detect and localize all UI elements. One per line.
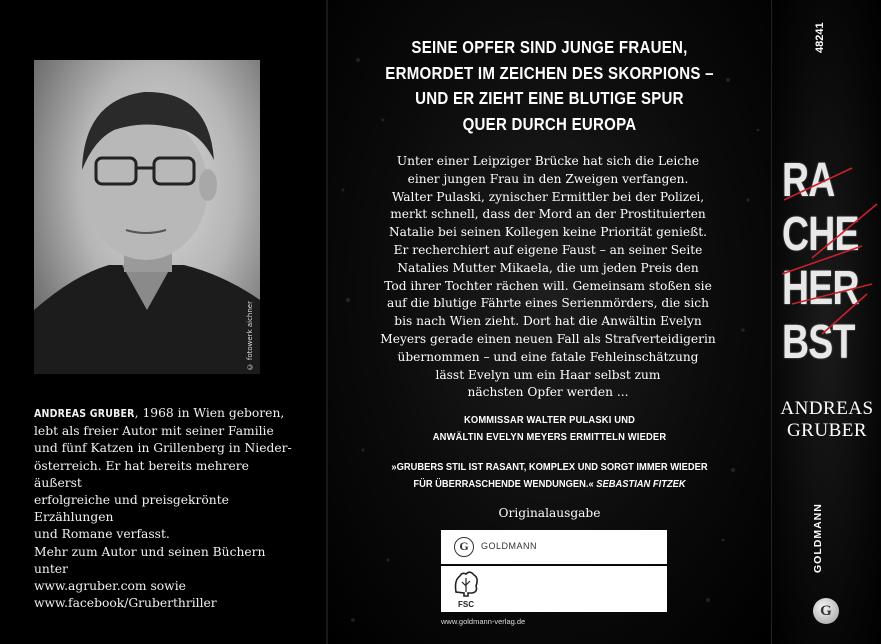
quote-line: »GRUBERS STIL IST RASANT, KOMPLEX UND SORGT IMMER WIEDER [391, 462, 708, 473]
fsc-box [441, 566, 667, 612]
headline-line: SEINE OPFER SIND JUNGE FRAUEN, [411, 37, 688, 57]
blurb-line: Meyers gerade einen neuen Fall als Strafverteidigerin [380, 331, 716, 346]
title-line: HER [782, 262, 859, 315]
bio-line: und fünf Katzen in Grillenberg in Nieder- [34, 441, 292, 456]
fsc-tree-icon [448, 566, 484, 610]
headline-line: ERMORDET IM ZEICHEN DES SKORPIONS – [385, 62, 714, 83]
bio-author-name: ANDREAS GRUBER [34, 408, 135, 420]
goldmann-logo-icon: G [813, 598, 839, 624]
blurb-line: lässt Evelyn um ein Haar selbst zum [435, 367, 661, 382]
publisher-box [441, 530, 667, 564]
blurb-line: nächsten Opfer werden ... [467, 385, 629, 400]
blurb-line: bis nach Wien zieht. Dort hat die Anwältin Evelyn [394, 314, 702, 329]
quote-line: FÜR ÜBERRASCHENDE WENDUNGEN.« [413, 479, 594, 490]
blurb-line: Walter Pulaski, zynischer Ermittler bei der Polizei, [391, 189, 705, 204]
headline-line: QUER DURCH EUROPA [462, 113, 637, 134]
blurb-line: Unter einer Leipziger Brücke hat sich die Leiche [396, 154, 700, 168]
author-first-name: ANDREAS [780, 398, 874, 419]
book-spine [771, 0, 881, 644]
blurb-line: Natalie bei seinen Kollegen keine Priorität genießt. [388, 225, 707, 240]
blurb-line: Natalies Mutter Mikaela, die um jeden Preis den [397, 260, 699, 275]
back-headline [359, 35, 740, 137]
bio-line: lebt als freier Autor mit seiner Familie [34, 424, 274, 439]
blurb-line: auf die blutige Fährte eines Serienmörders, die sich [387, 296, 709, 311]
author-photo [34, 60, 260, 374]
subline-line: KOMMISSAR WALTER PULASKI UND [463, 415, 636, 426]
bio-line: , 1968 in Wien geboren, [134, 406, 285, 420]
title-line: CHE [782, 208, 859, 261]
fsc-label: FSC [458, 600, 474, 609]
edition-label: Originalausgabe [498, 506, 601, 520]
spine-catalog-number: 48241 [814, 22, 826, 54]
back-cover [328, 0, 771, 644]
headline-line: UND ER ZIEHT EINE BLUTIGE SPUR [415, 88, 684, 108]
title-line: BST [782, 316, 855, 369]
book-title [782, 154, 881, 384]
blurb-line: Er recherchiert auf eigene Faust – an seiner Seite [393, 242, 703, 257]
blurb-line: übernommen – und eine fatale Fehleinschätzung [397, 349, 699, 364]
goldmann-logo-icon: G [454, 537, 474, 557]
bio-line: Mehr zum Autor und seinen Büchern unter [34, 544, 266, 576]
bio-line: österreich. Er hat bereits mehrere äußerst [34, 458, 249, 490]
quote-source: SEBASTIAN FITZEK [596, 479, 686, 490]
author-flap [0, 0, 326, 644]
author-last-name: GRUBER [786, 420, 868, 441]
bio-line: und Romane verfasst. [34, 527, 170, 542]
blurb-line: Tod ihrer Tochter rächen will. Gemeinsam stoßen sie [384, 278, 712, 293]
blurb-text [370, 153, 726, 402]
series-subline [350, 412, 749, 446]
spine-author [772, 398, 881, 442]
publisher-label: GOLDMANN [481, 541, 538, 551]
spine-publisher: GOLDMANN [812, 503, 824, 573]
photo-credit: © fotowerk aichner [246, 300, 254, 370]
author-website: www.agruber.com sowie [34, 579, 186, 594]
bio-line: erfolgreiche und preisgekrönte Erzählungen [34, 493, 229, 525]
author-facebook: www.facebook/Gruberthriller [34, 596, 217, 611]
title-line: RA [782, 154, 835, 207]
author-portrait-illustration [34, 60, 260, 374]
subline-line: ANWÄLTIN EVELYN MEYERS ERMITTELN WIEDER [432, 432, 667, 443]
author-bio [34, 405, 296, 612]
publisher-url: www.goldmann-verlag.de [441, 617, 526, 626]
blurb-line: einer jungen Frau in den Zweigen verfangen. [407, 171, 689, 186]
review-quote [350, 459, 749, 493]
blurb-line: merkt schnell, dass der Mord an der Prostituierten [390, 207, 706, 222]
